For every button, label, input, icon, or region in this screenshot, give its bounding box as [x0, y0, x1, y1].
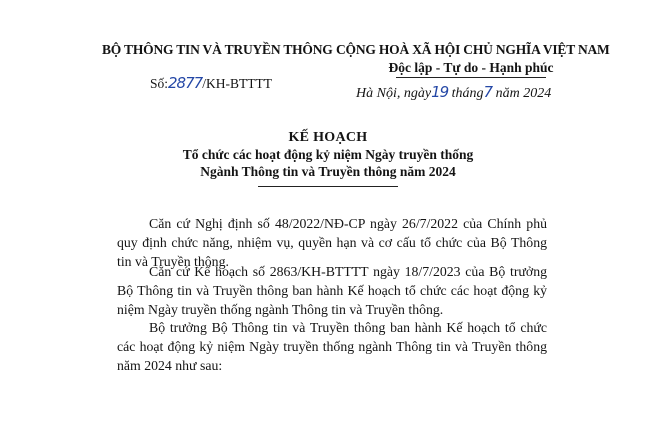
motto-underline	[396, 77, 546, 78]
document-title-block	[100, 130, 556, 187]
issuing-authority-block	[102, 42, 333, 58]
date-city: Hà Nội, ngày	[356, 86, 432, 101]
document-number-prefix: Số:	[150, 76, 169, 91]
body-paragraph: Căn cứ Kế hoạch số 2863/KH-BTTTT ngày 18/7/2023 của Bộ trưởng Bộ Thông tin và Truyền thông ban hành Kế hoạch tổ chức các hoạt động kỷ niệm Ngày truyền thống ngành Thông tin và Truyền thông.	[117, 264, 547, 317]
body-paragraph: Bộ trưởng Bộ Thông tin và Truyền thông ban hành Kế hoạch tổ chức các hoạt động kỷ niệm Ngày truyền thống ngành Thông tin và Truyền thông năm 2024 như sau:	[117, 320, 547, 373]
organization-name: BỘ THÔNG TIN VÀ TRUYỀN THÔNG	[102, 42, 333, 57]
date-month-handwritten: 7	[483, 83, 493, 101]
date-day-handwritten: 19	[431, 83, 449, 101]
document-number-handwritten: 2877	[168, 74, 203, 92]
document-number-suffix: /KH-BTTTT	[202, 76, 272, 91]
body-paragraph: Căn cứ Nghị định số 48/2022/NĐ-CP ngày 26/7/2022 của Chính phủ quy định chức năng, nhiệm vụ, quyền hạn và cơ cấu tổ chức của Bộ Thông tin và Truyền thông.	[117, 216, 547, 269]
date-year: năm 2024	[495, 86, 552, 101]
nation-name: CỘNG HOÀ XÃ HỘI CHỦ NGHĨA VIỆT NAM	[336, 42, 610, 57]
document-subtitle-line2: Ngành Thông tin và Truyền thông năm 2024	[200, 164, 456, 179]
title-divider	[258, 186, 398, 187]
document-title: KẾ HOẠCH	[288, 130, 368, 145]
document-subtitle-line1: Tổ chức các hoạt động kỷ niệm Ngày truyền thống	[182, 147, 474, 162]
date-month-label: tháng	[451, 86, 484, 101]
document-number	[150, 74, 272, 92]
issue-date	[356, 83, 551, 102]
national-motto: Độc lập - Tự do - Hạnh phúc	[388, 60, 554, 75]
national-header-block	[336, 42, 610, 78]
